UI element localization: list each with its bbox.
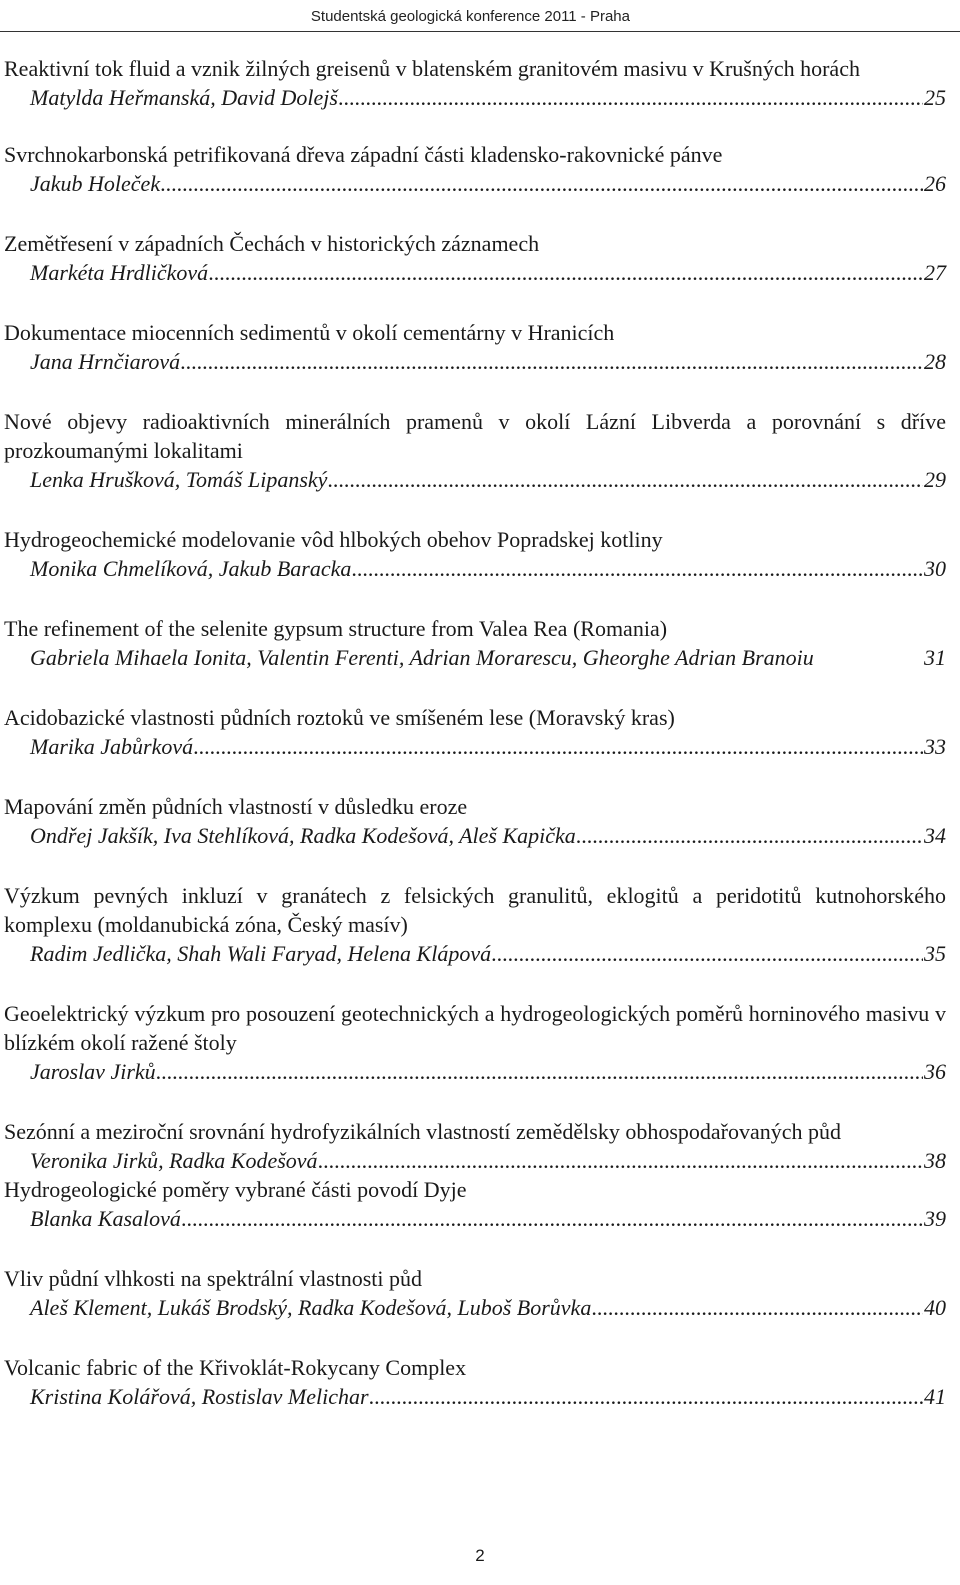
entry-authors: Markéta Hrdličková <box>30 260 209 285</box>
toc-entry <box>4 140 946 198</box>
table-of-contents <box>4 54 946 1411</box>
entry-authors-line <box>4 258 946 287</box>
entry-title: Nové objevy radioaktivních minerálních pramenů v okolí Lázní Libverda a porovnání s dříve prozkoumanými lokalitami <box>4 409 946 463</box>
entry-authors: Jana Hrnčiarová <box>30 349 181 374</box>
entry-authors: Ondřej Jakšík, Iva Stehlíková, Radka Kodešová, Aleš Kapička <box>30 823 576 848</box>
entry-title: The refinement of the selenite gypsum structure from Valea Rea (Romania) <box>4 616 668 641</box>
dot-leader <box>160 169 923 198</box>
entry-authors-line <box>4 169 946 198</box>
entry-title: Geoelektrický výzkum pro posouzení geotechnických a hydrogeologických poměrů horninového masivu v blízkém okolí ražené štoly <box>4 1001 946 1055</box>
toc-entry <box>4 1175 946 1233</box>
dot-leader <box>318 1146 923 1175</box>
dot-leader <box>327 465 923 494</box>
entry-page-number: 34 <box>924 823 946 848</box>
dot-leader <box>369 1382 923 1411</box>
toc-entry <box>4 525 946 583</box>
entry-title: Mapování změn půdních vlastností v důsledku eroze <box>4 794 468 819</box>
toc-entry <box>4 1264 946 1322</box>
running-header: Studentská geologická konference 2011 - Praha <box>310 8 630 25</box>
entry-authors: Jaroslav Jirků <box>30 1059 156 1084</box>
toc-entry <box>4 881 946 968</box>
toc-entry <box>4 999 946 1086</box>
entry-authors: Blanka Kasalová <box>30 1206 181 1231</box>
entry-page-number: 26 <box>924 171 946 196</box>
entry-authors: Radim Jedlička, Shah Wali Faryad, Helena Klápová <box>30 941 492 966</box>
entry-authors: Gabriela Mihaela Ionita, Valentin Ferenti, Adrian Morarescu, Gheorghe Adrian Branoiu <box>30 645 814 670</box>
entry-authors-line <box>4 821 946 850</box>
dot-leader <box>351 554 923 583</box>
entry-title: Volcanic fabric of the Křivoklát-Rokycany Complex <box>4 1355 467 1380</box>
entry-authors-line <box>4 1382 946 1411</box>
entry-title: Svrchnokarbonská petrifikovaná dřeva západní části kladensko-rakovnické pánve <box>4 142 723 167</box>
entry-authors-line <box>4 83 946 112</box>
toc-entry <box>4 229 946 287</box>
dot-leader <box>338 83 923 112</box>
dot-leader <box>591 1293 923 1322</box>
entry-authors-line <box>4 1146 946 1175</box>
entry-page-number: 31 <box>924 645 946 670</box>
toc-entry <box>4 792 946 850</box>
toc-entry <box>4 614 946 672</box>
entry-authors-line <box>4 1057 946 1086</box>
entry-authors-line <box>4 1293 946 1322</box>
dot-leader <box>180 347 923 376</box>
dot-leader <box>491 939 923 968</box>
toc-entry <box>4 1353 946 1411</box>
entry-title: Reaktivní tok fluid a vznik žilných greisenů v blatenském granitovém masivu v Krušných horách <box>4 56 860 81</box>
entry-authors: Veronika Jirků, Radka Kodešová <box>30 1148 318 1173</box>
entry-page-number: 33 <box>924 734 946 759</box>
toc-entry <box>4 703 946 761</box>
entry-page-number: 30 <box>924 556 946 581</box>
entry-page-number: 28 <box>924 349 946 374</box>
entry-authors: Aleš Klement, Lukáš Brodský, Radka Kodešová, Luboš Borůvka <box>30 1295 592 1320</box>
entry-page-number: 29 <box>924 467 946 492</box>
entry-authors: Lenka Hrušková, Tomáš Lipanský <box>30 467 328 492</box>
entry-authors-line <box>4 643 946 672</box>
entry-authors: Kristina Kolářová, Rostislav Melichar <box>30 1384 369 1409</box>
toc-entry <box>4 407 946 494</box>
entry-title: Hydrogeochemické modelovanie vôd hlbokých obehov Popradskej kotliny <box>4 527 663 552</box>
entry-authors-line <box>4 732 946 761</box>
entry-authors: Monika Chmelíková, Jakub Baracka <box>30 556 352 581</box>
toc-entry <box>4 318 946 376</box>
entry-authors: Matylda Heřmanská, David Dolejš <box>30 85 338 110</box>
entry-title: Acidobazické vlastnosti půdních roztoků ve smíšeném lese (Moravský kras) <box>4 705 675 730</box>
entry-authors: Marika Jabůrková <box>30 734 194 759</box>
entry-page-number: 41 <box>924 1384 946 1409</box>
entry-page-number: 36 <box>924 1059 946 1084</box>
entry-authors-line <box>4 939 946 968</box>
dot-leader <box>208 258 923 287</box>
toc-entry <box>4 1117 946 1175</box>
entry-page-number: 27 <box>924 260 946 285</box>
entry-title: Hydrogeologické poměry vybrané části povodí Dyje <box>4 1177 467 1202</box>
header-divider <box>0 31 960 32</box>
entry-title: Výzkum pevných inkluzí v granátech z felsických granulitů, eklogitů a peridotitů kutnohorského komplexu (moldanubická zóna, Český masív) <box>4 883 946 937</box>
entry-title: Dokumentace miocenních sedimentů v okolí cementárny v Hranicích <box>4 320 615 345</box>
entry-page-number: 38 <box>924 1148 946 1173</box>
toc-entry <box>4 54 946 112</box>
entry-page-number: 39 <box>924 1206 946 1231</box>
entry-authors-line <box>4 1204 946 1233</box>
entry-authors-line <box>4 347 946 376</box>
entry-title: Vliv půdní vlhkosti na spektrální vlastnosti půd <box>4 1266 422 1291</box>
entry-authors: Jakub Holeček <box>30 171 161 196</box>
dot-leader <box>193 732 923 761</box>
page-number: 2 <box>475 1546 485 1565</box>
entry-title: Zemětřesení v západních Čechách v historických záznamech <box>4 231 540 256</box>
dot-leader <box>576 821 923 850</box>
entry-page-number: 35 <box>924 941 946 966</box>
dot-leader <box>156 1057 923 1086</box>
entry-authors-line <box>4 554 946 583</box>
entry-title: Sezónní a meziroční srovnání hydrofyzikálních vlastností zemědělsky obhospodařovaných půd <box>4 1119 842 1144</box>
dot-leader <box>181 1204 923 1233</box>
entry-page-number: 25 <box>924 85 946 110</box>
entry-authors-line <box>4 465 946 494</box>
entry-page-number: 40 <box>924 1295 946 1320</box>
